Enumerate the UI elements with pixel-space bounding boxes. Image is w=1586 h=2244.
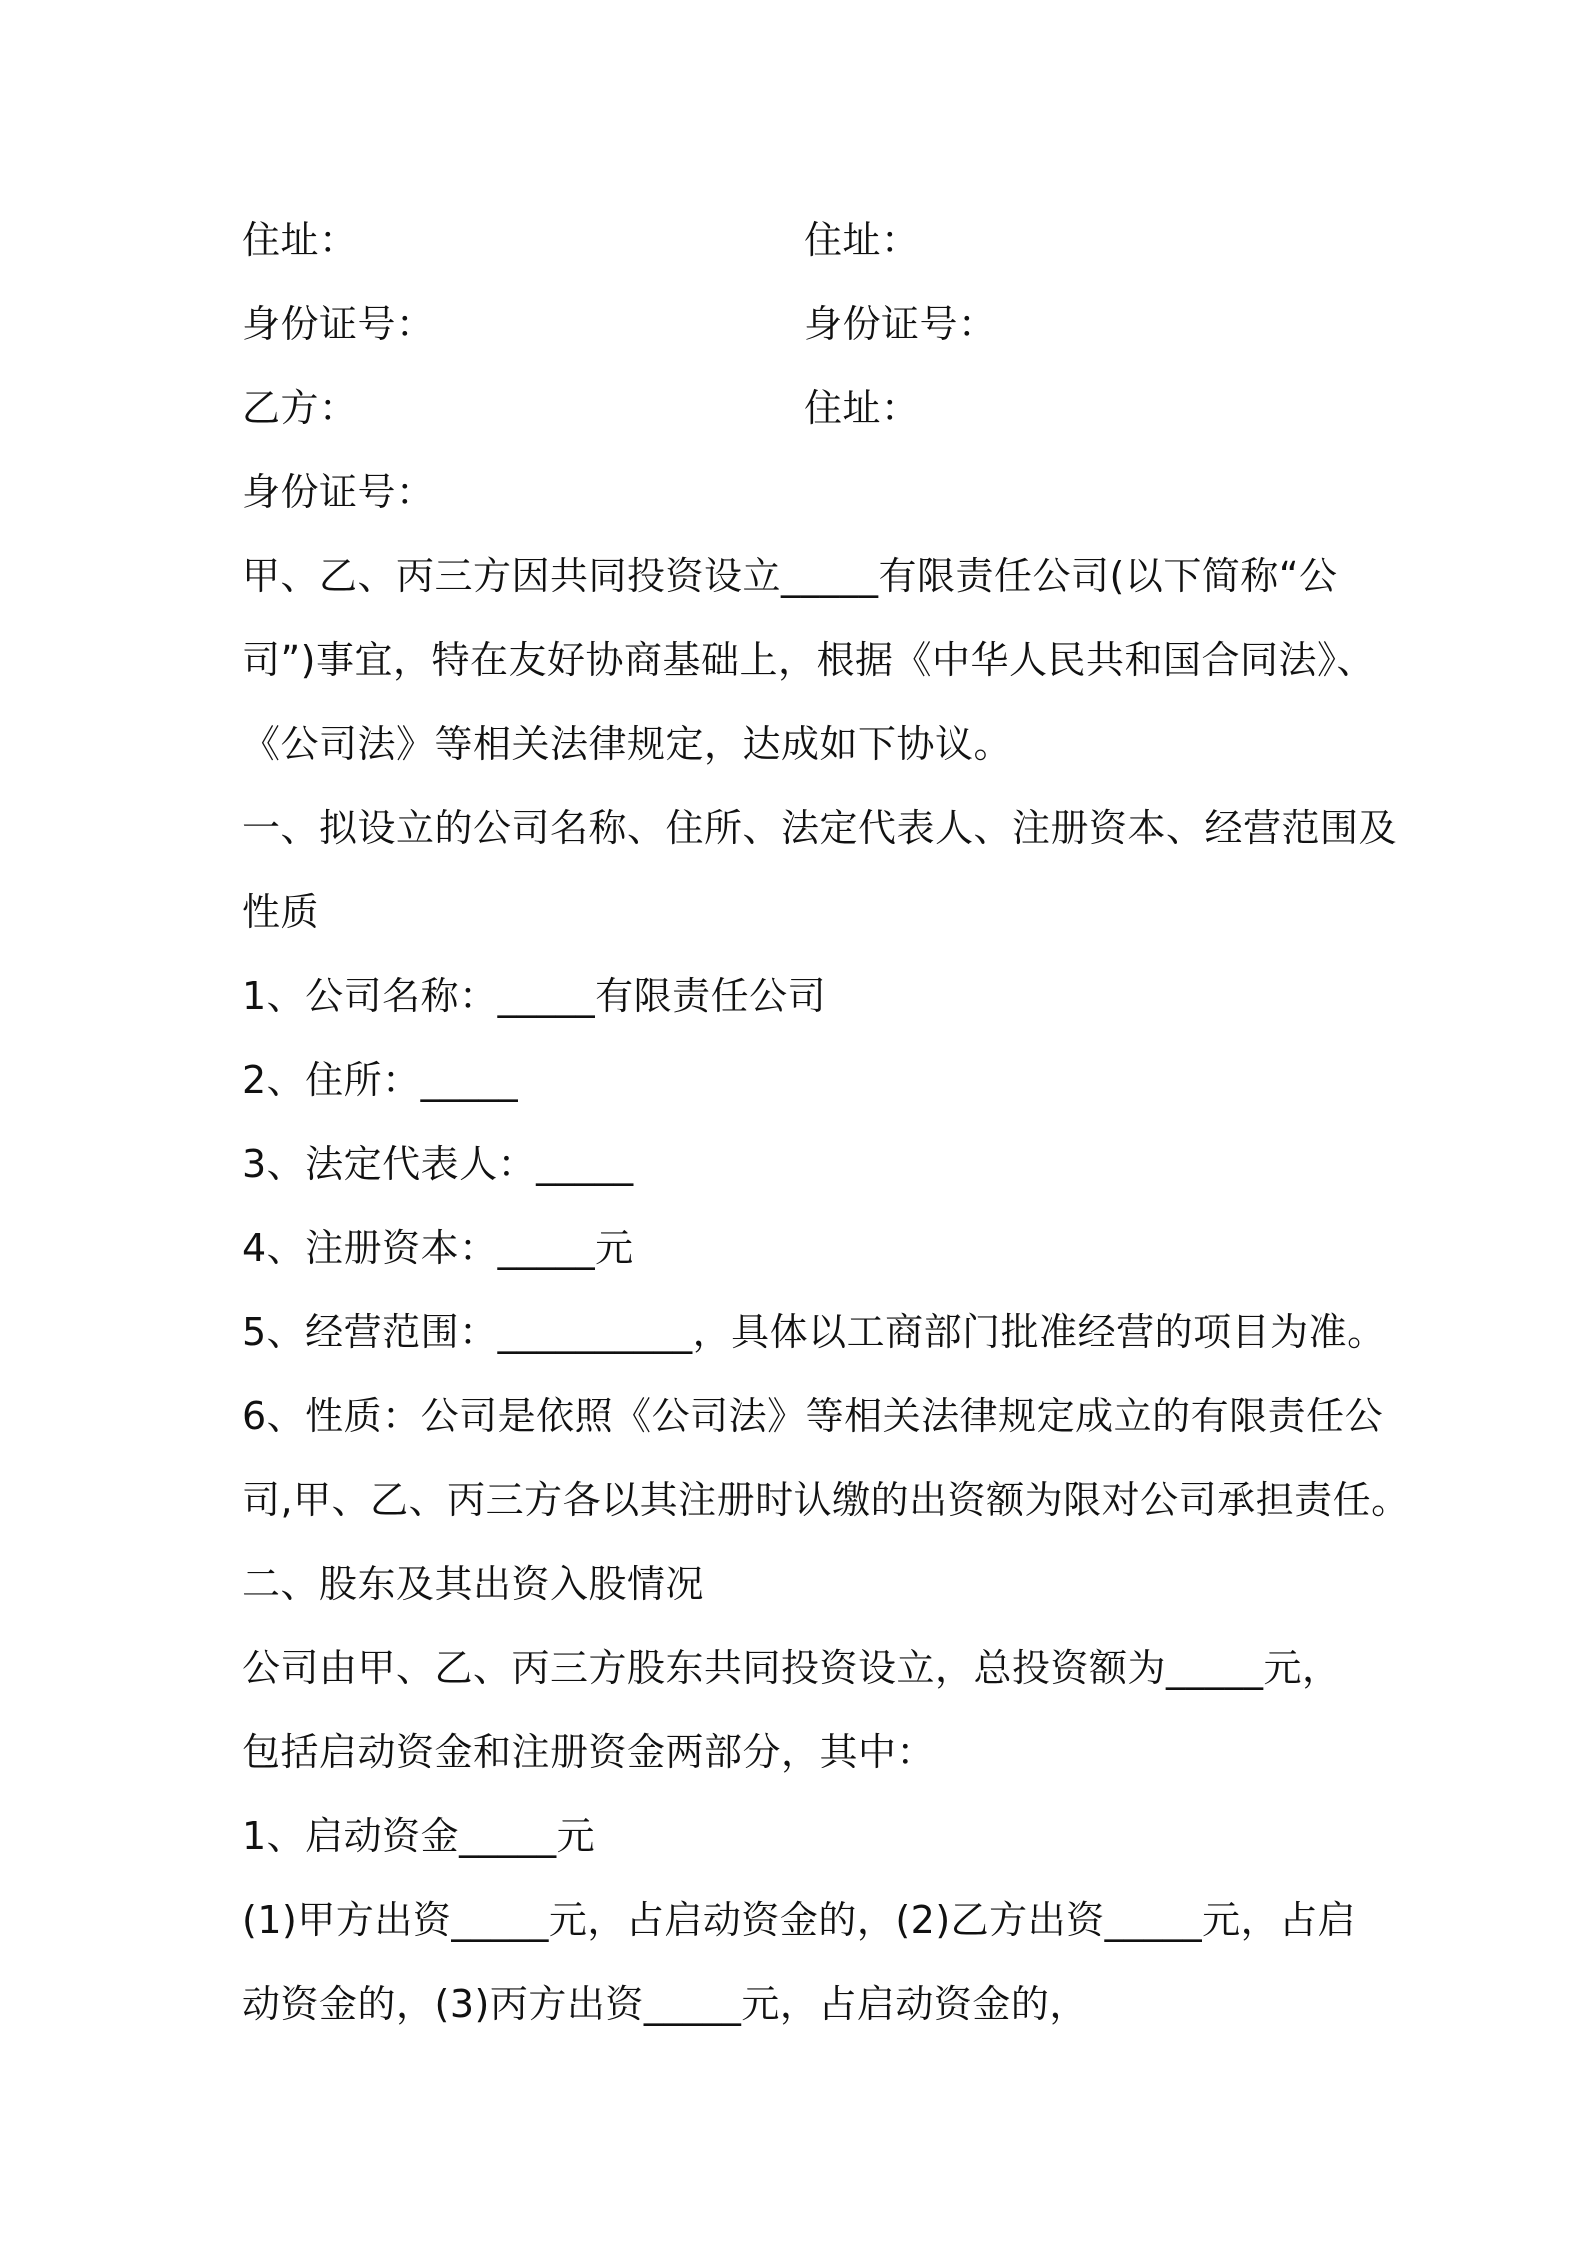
party-a-id-label: 身份证号：: [242, 302, 435, 346]
section2-heading: 二、股东及其出资入股情况: [242, 1562, 705, 1606]
item-registered-capital: 4、注册资本：_____元: [242, 1226, 634, 1270]
party-c-address-label: 住址：: [804, 218, 920, 262]
party-b-id-label: 身份证号：: [242, 470, 435, 514]
section1-heading: 一、拟设立的公司名称、住所、法定代表人、注册资本、经营范围及: [242, 806, 1398, 850]
party-b-address-label: 住址：: [804, 386, 920, 430]
party-c-id-label: 身份证号：: [804, 302, 997, 346]
item-nature-continued: 司,甲、乙、丙三方各以其注册时认缴的出资额为限对公司承担责任。: [242, 1478, 1410, 1522]
item-address: 2、住所：_____: [242, 1058, 519, 1102]
preamble-line: 司”)事宜，特在友好协商基础上，根据《中华人民共和国合同法》、: [242, 638, 1376, 682]
preamble-line: 甲、乙、丙三方因共同投资设立_____有限责任公司(以下简称“公: [242, 554, 1338, 598]
startup-capital-line: 1、启动资金_____元: [242, 1814, 596, 1858]
section2-body-line: 包括启动资金和注册资金两部分，其中：: [242, 1730, 936, 1774]
contribution-line: (1)甲方出资_____元，占启动资金的，(2)乙方出资_____元，占启: [242, 1898, 1357, 1942]
item-company-name: 1、公司名称：_____有限责任公司: [242, 974, 827, 1018]
header-row-party-b-id: [242, 450, 1372, 534]
preamble-line: 《公司法》等相关法律规定，达成如下协议。: [242, 722, 1013, 766]
section2-body-line: 公司由甲、乙、丙三方股东共同投资设立，总投资额为_____元，: [242, 1646, 1341, 1690]
document-page: [242, 198, 1410, 2046]
section1-heading: 性质: [242, 890, 320, 934]
party-a-address-label: 住址：: [242, 218, 358, 262]
header-row-party-b: [242, 366, 1372, 450]
party-b-label: 乙方：: [242, 386, 358, 430]
item-nature: 6、性质：公司是依照《公司法》等相关法律规定成立的有限责任公: [242, 1394, 1384, 1438]
item-business-scope: 5、经营范围：__________，具体以工商部门批准经营的项目为准。: [242, 1310, 1386, 1354]
header-row-id: [242, 282, 1372, 366]
contribution-line: 动资金的，(3)丙方出资_____元，占启动资金的，: [242, 1982, 1088, 2026]
header-row-address: [242, 198, 1372, 282]
item-legal-representative: 3、法定代表人：_____: [242, 1142, 634, 1186]
